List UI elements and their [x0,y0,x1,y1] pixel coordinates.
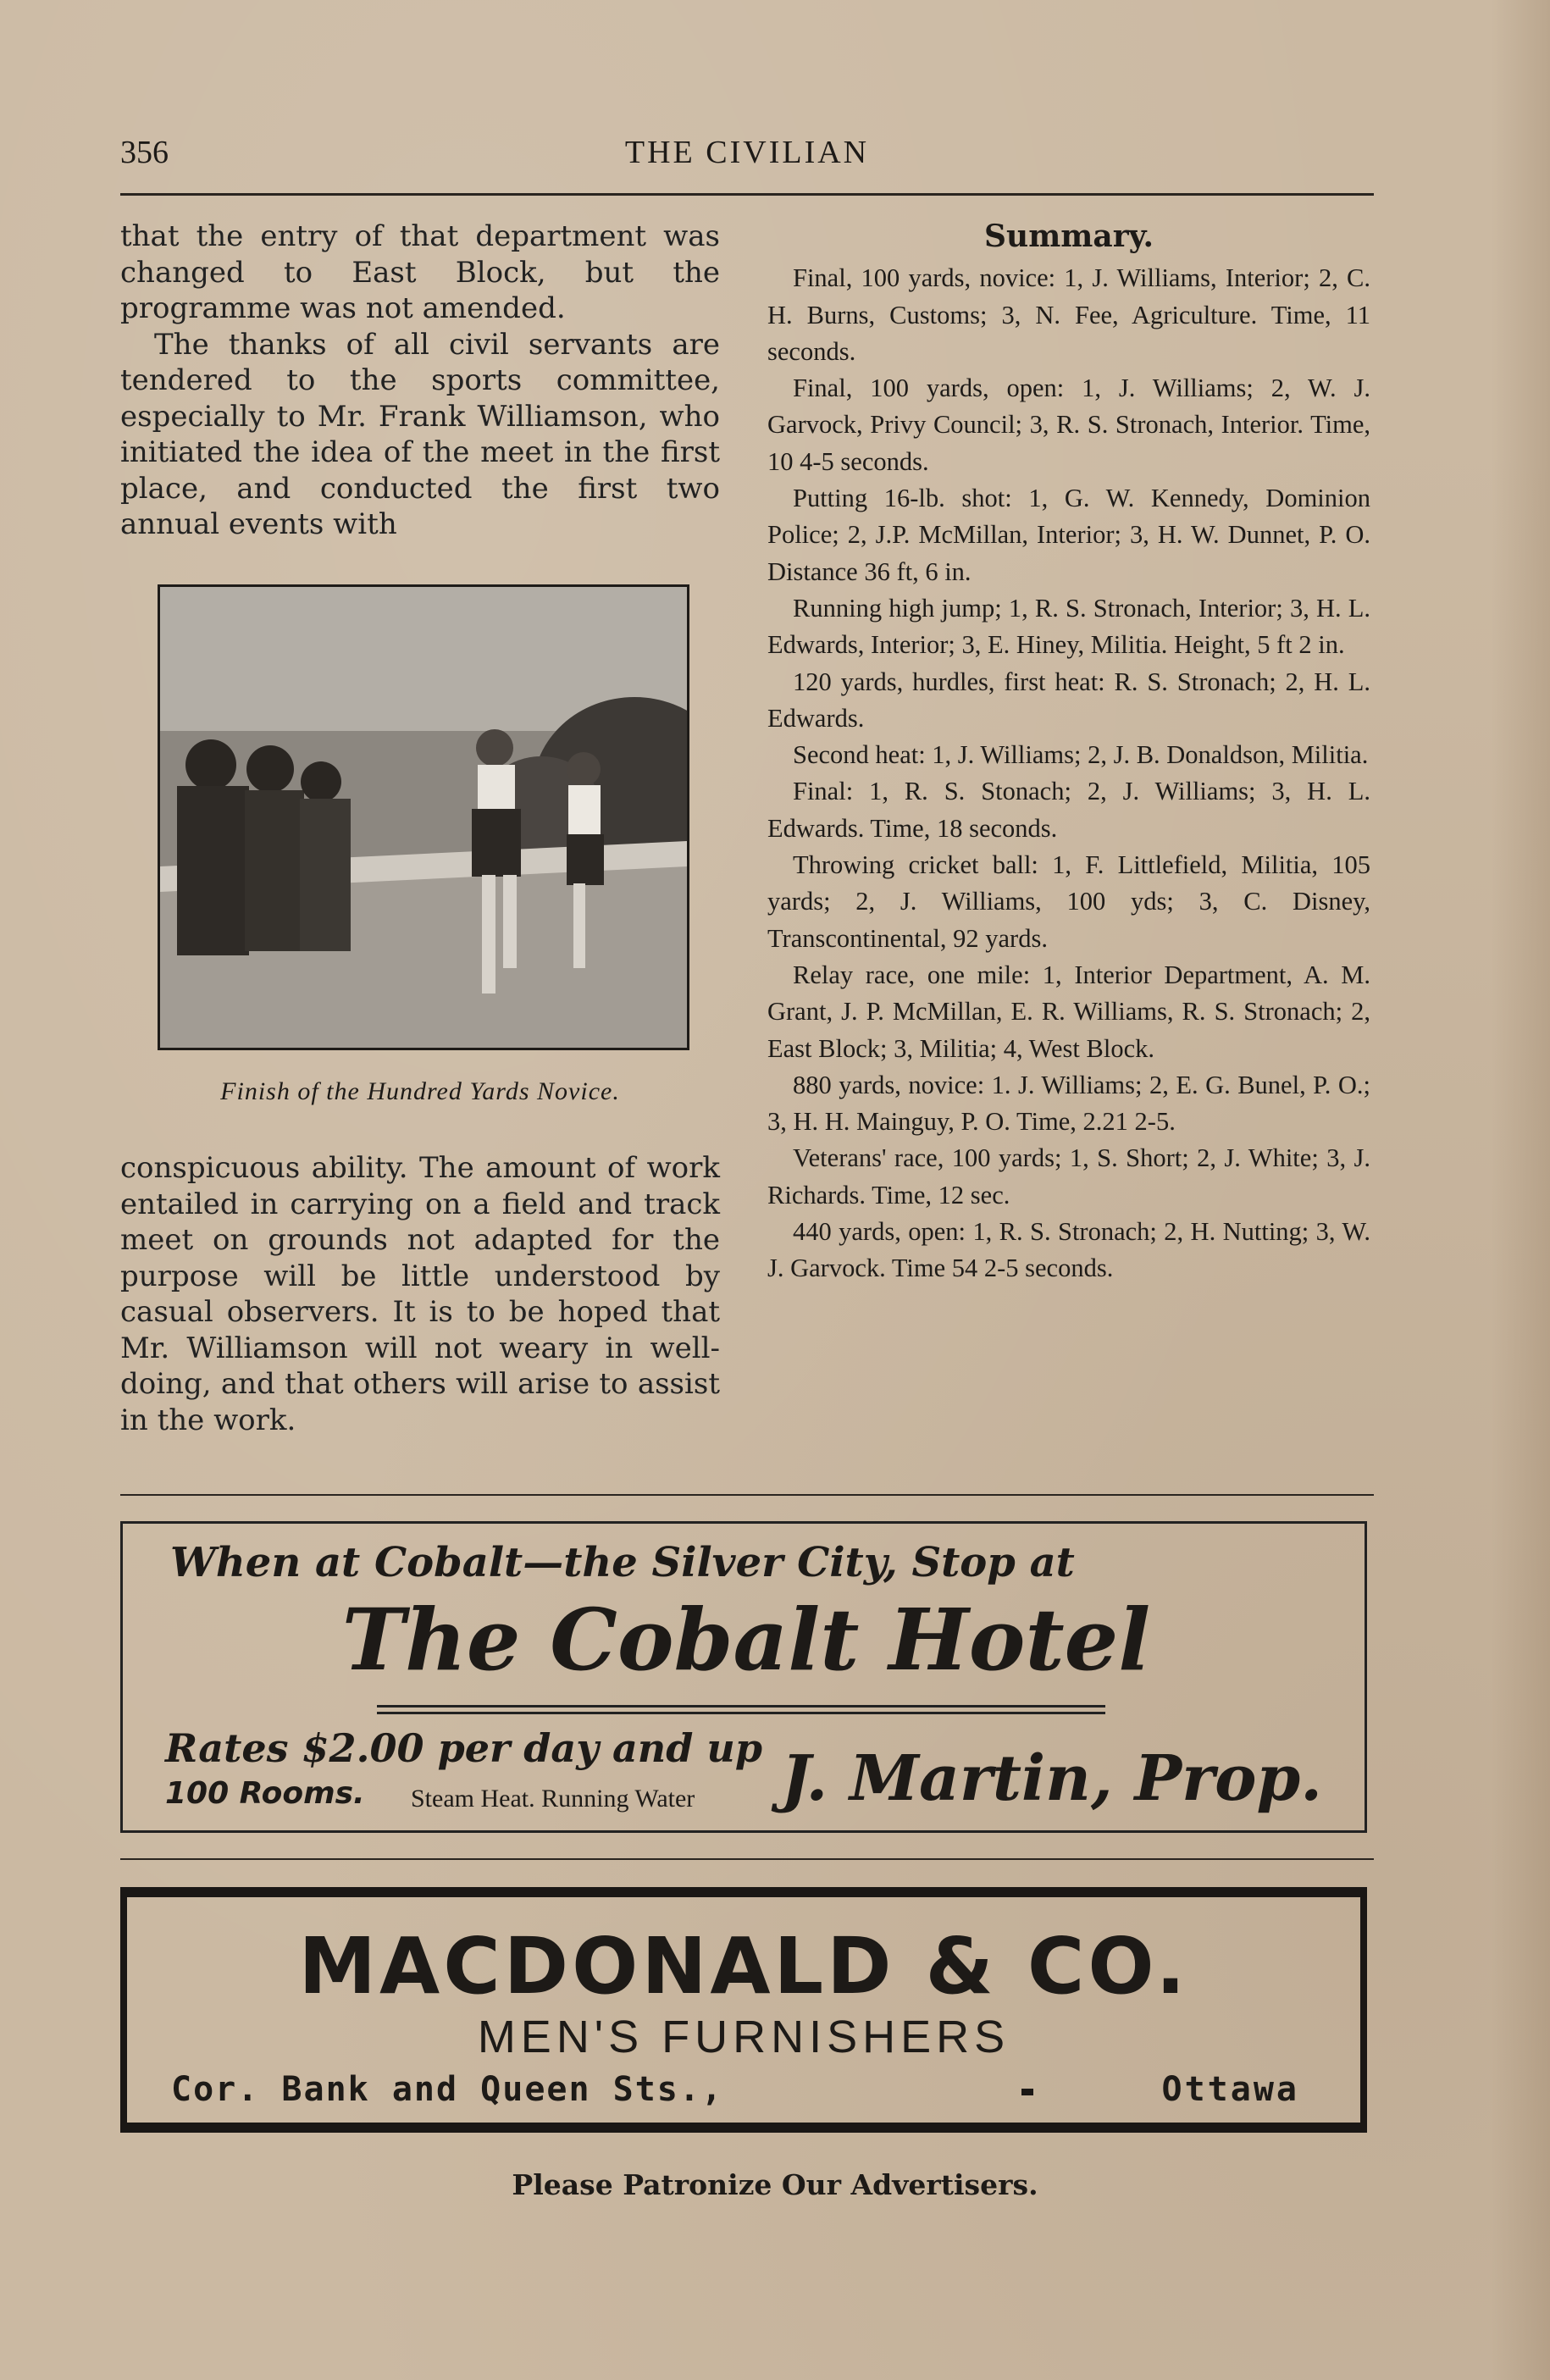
summary-entry: 120 yards, hurdles, first heat: R. S. Stronach; 2, H. L. Edwards. [767,667,1370,733]
left-paragraph-3: conspicuous ability. The amount of work entailed in carrying on a field and track meet on grounds not adapted for the purpose will be little understood by casual observers. It is to be hoped that Mr. Williamson will not weary in well-doing, and that others will arise to assist in the work. [120,1151,720,1437]
page-number: 356 [120,135,169,170]
page-edge-shadow [1491,0,1550,2380]
hotel-name-underline [377,1705,1105,1708]
summary-column [767,219,1370,1287]
store-city: Ottawa [1161,2070,1299,2109]
address-separator [1021,2089,1033,2095]
summary-entry: Second heat: 1, J. Williams; 2, J. B. Donaldson, Militia. [793,740,1369,770]
summary-entry: 880 yards, novice: 1. J. Williams; 2, E. G. Bunel, P. O.; 3, H. H. Mainguy, P. O. Time, 2.21 2-5. [767,1070,1370,1137]
summary-entry: Veterans' race, 100 yards; 1, S. Short; 2, J. White; 3, J. Richards. Time, 12 sec. [767,1143,1370,1209]
race-photo-illustration [160,587,687,1048]
ad-bottom-bar [120,2123,1367,2133]
summary-entry: Throwing cricket ball: 1, F. Littlefield, Militia, 105 yards; 2, J. Williams, 100 yds; 3, C. Disney, Transcontinental, 92 yards. [767,850,1370,953]
hotel-name-underline-2 [377,1712,1105,1714]
header-rule [120,193,1374,196]
ad-divider [120,1858,1374,1860]
summary-entry: Final: 1, R. S. Stonach; 2, J. Williams; 3, H. L. Edwards. Time, 18 seconds. [767,777,1370,843]
ad-top-bar [120,1887,1367,1897]
left-paragraph-1: that the entry of that department was changed to East Block, but the programme was not amended. [120,219,720,325]
summary-entry: Relay race, one mile: 1, Interior Department, A. M. Grant, J. P. McMillan, E. R. Williams, R. S. Stronach; 2, East Block; 3, Militia; 4, West Block. [767,960,1370,1063]
left-column-top [120,219,720,543]
store-name: MACDONALD & CO. [298,1921,1189,2012]
summary-entry: Final, 100 yards, novice: 1, J. Williams, Interior; 2, C. H. Burns, Customs; 3, N. Fee, Agriculture. Time, 11 seconds. [767,263,1370,366]
hotel-proprietor: J. Martin, Prop. [781,1742,1322,1815]
footer-note: Please Patronize Our Advertisers. [512,2168,1038,2201]
summary-title: Summary. [984,219,1154,254]
summary-entry: Running high jump; 1, R. S. Stronach, Interior; 3, H. L. Edwards, Interior; 3, E. Hiney, Militia. Height, 5 ft 2 in. [767,593,1370,660]
hotel-amenities: Steam Heat. Running Water [411,1785,695,1813]
page-header [120,134,1374,176]
macdonald-ad [120,1887,1367,2133]
summary-entry: Final, 100 yards, open: 1, J. Williams; 2, W. J. Garvock, Privy Council; 3, R. S. Stronach, Interior. Time, 10 4-5 seconds. [767,374,1370,476]
store-address: Cor. Bank and Queen Sts., [171,2070,724,2109]
hotel-rates: Rates $2.00 per day and up [165,1725,763,1771]
left-paragraph-2: The thanks of all civil servants are tendered to the sports committee, especially to Mr. Frank Williamson, who initiated the idea of the meet in the first place, and conducted the first two annual events with [120,327,720,541]
summary-entry: Putting 16-lb. shot: 1, G. W. Kennedy, Dominion Police; 2, J.P. McMillan, Interior; 3, H. W. Dunnet, P. O. Distance 36 ft, 6 in. [767,484,1370,586]
photo-caption: Finish of the Hundred Yards Novice. [220,1077,620,1105]
section-divider [120,1494,1374,1496]
store-subtitle: MEN'S FURNISHERS [477,2012,1010,2062]
summary-entry: 440 yards, open: 1, R. S. Stronach; 2, H. Nutting; 3, W. J. Garvock. Time 54 2-5 seconds. [767,1217,1370,1283]
cobalt-hotel-ad [120,1521,1367,1833]
race-finish-photo [158,584,689,1050]
hotel-rooms: 100 Rooms. [165,1776,365,1811]
hotel-tagline: When at Cobalt—the Silver City, Stop at [170,1539,1075,1586]
hotel-name: The Cobalt Hotel [341,1590,1151,1690]
journal-title: THE CIVILIAN [624,135,870,170]
left-column-bottom [120,1150,720,1438]
